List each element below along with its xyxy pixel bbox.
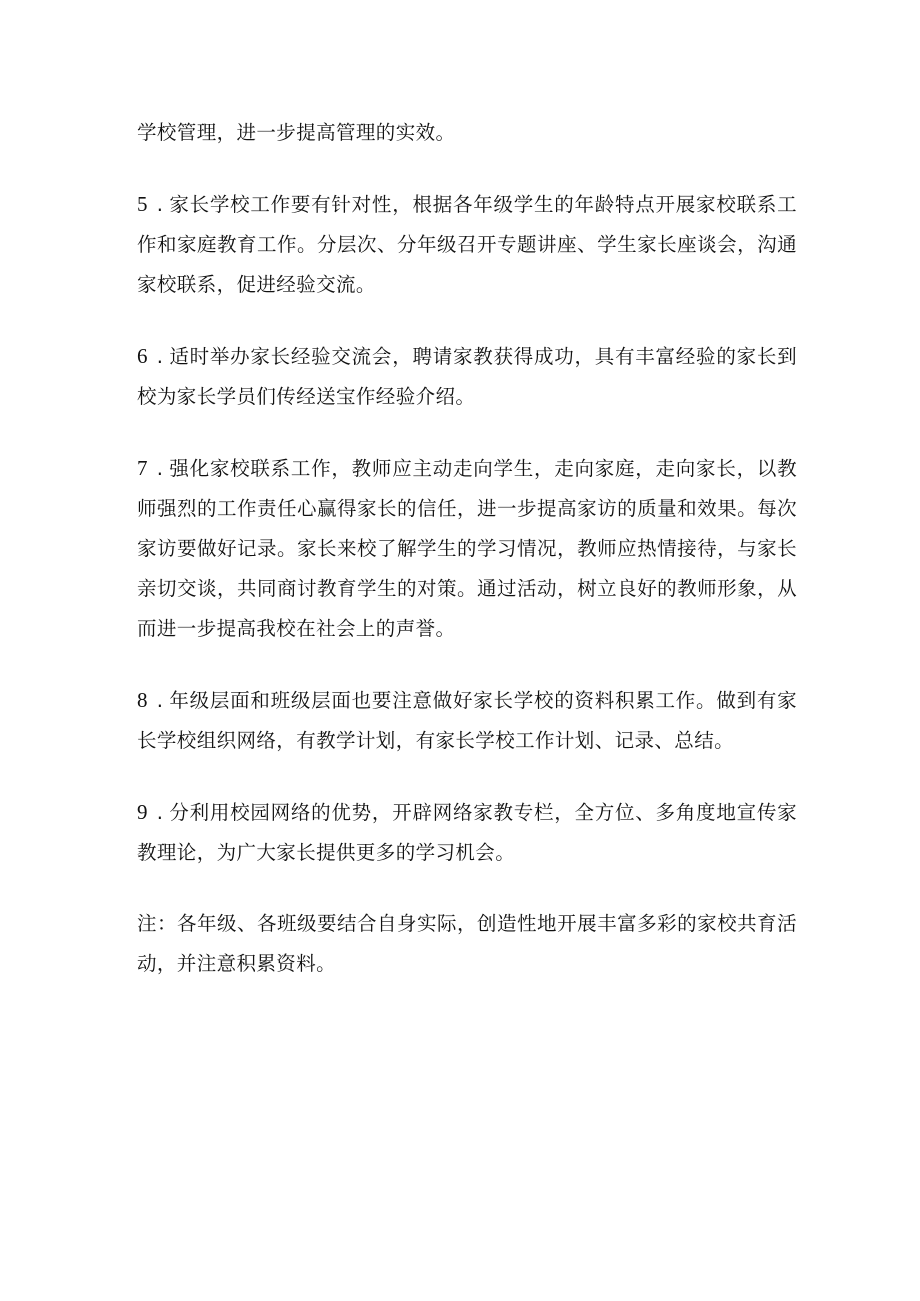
paragraph-item-6 xyxy=(137,336,797,417)
paragraph-note xyxy=(137,904,797,984)
paragraph-text: 学校管理，进一步提高管理的实效。 xyxy=(137,121,456,144)
paragraph-text: 年级层面和班级层面也要注意做好家长学校的资料积累工作。做到有家长学校组织网络，有教学计划，有家长学校工作计划、记录、总结。 xyxy=(137,689,797,752)
paragraph-continuation xyxy=(137,113,797,153)
paragraph-text: 适时举办家长经验交流会，聘请家教获得成功，具有丰富经验的家长到校为家长学员们传经送宝作经验介绍。 xyxy=(137,345,797,408)
paragraph-text: 强化家校联系工作，教师应主动走向学生，走向家庭，走向家长，以教师强烈的工作责任心赢得家长的信任，进一步提高家访的质量和效果。每次家访要做好记录。家长来校了解学生的学习情况，教师应热情接待，与家长亲切交谈，共同商讨教育学生的对策。通过活动，树立良好的教师形象，从而进一步提高我校在社会上的声誉。 xyxy=(137,457,797,640)
paragraph-text: 分利用校园网络的优势，开辟网络家教专栏，全方位、多角度地宣传家教理论，为广大家长提供更多的学习机会。 xyxy=(137,801,797,864)
paragraph-item-8 xyxy=(137,680,797,761)
item-number: 7 xyxy=(137,456,148,480)
paragraph-item-7 xyxy=(137,448,797,649)
paragraph-text: 家长学校工作要有针对性，根据各年级学生的年龄特点开展家校联系工作和家庭教育工作。分层次、分年级召开专题讲座、学生家长座谈会，沟通家校联系，促进经验交流。 xyxy=(137,193,797,296)
paragraph-item-9 xyxy=(137,792,797,873)
item-number: 5 xyxy=(137,192,148,216)
item-separator: . xyxy=(156,193,164,216)
item-number: 6 xyxy=(137,344,148,368)
paragraph-item-5 xyxy=(137,184,797,305)
item-separator: . xyxy=(156,345,164,368)
document-body xyxy=(137,113,797,984)
item-separator: . xyxy=(156,801,164,824)
item-number: 8 xyxy=(137,688,148,712)
paragraph-text: 注：各年级、各班级要结合自身实际，创造性地开展丰富多彩的家校共育活动，并注意积累资料。 xyxy=(137,912,797,975)
item-separator: . xyxy=(156,689,164,712)
item-separator: . xyxy=(156,457,164,480)
item-number: 9 xyxy=(137,800,148,824)
